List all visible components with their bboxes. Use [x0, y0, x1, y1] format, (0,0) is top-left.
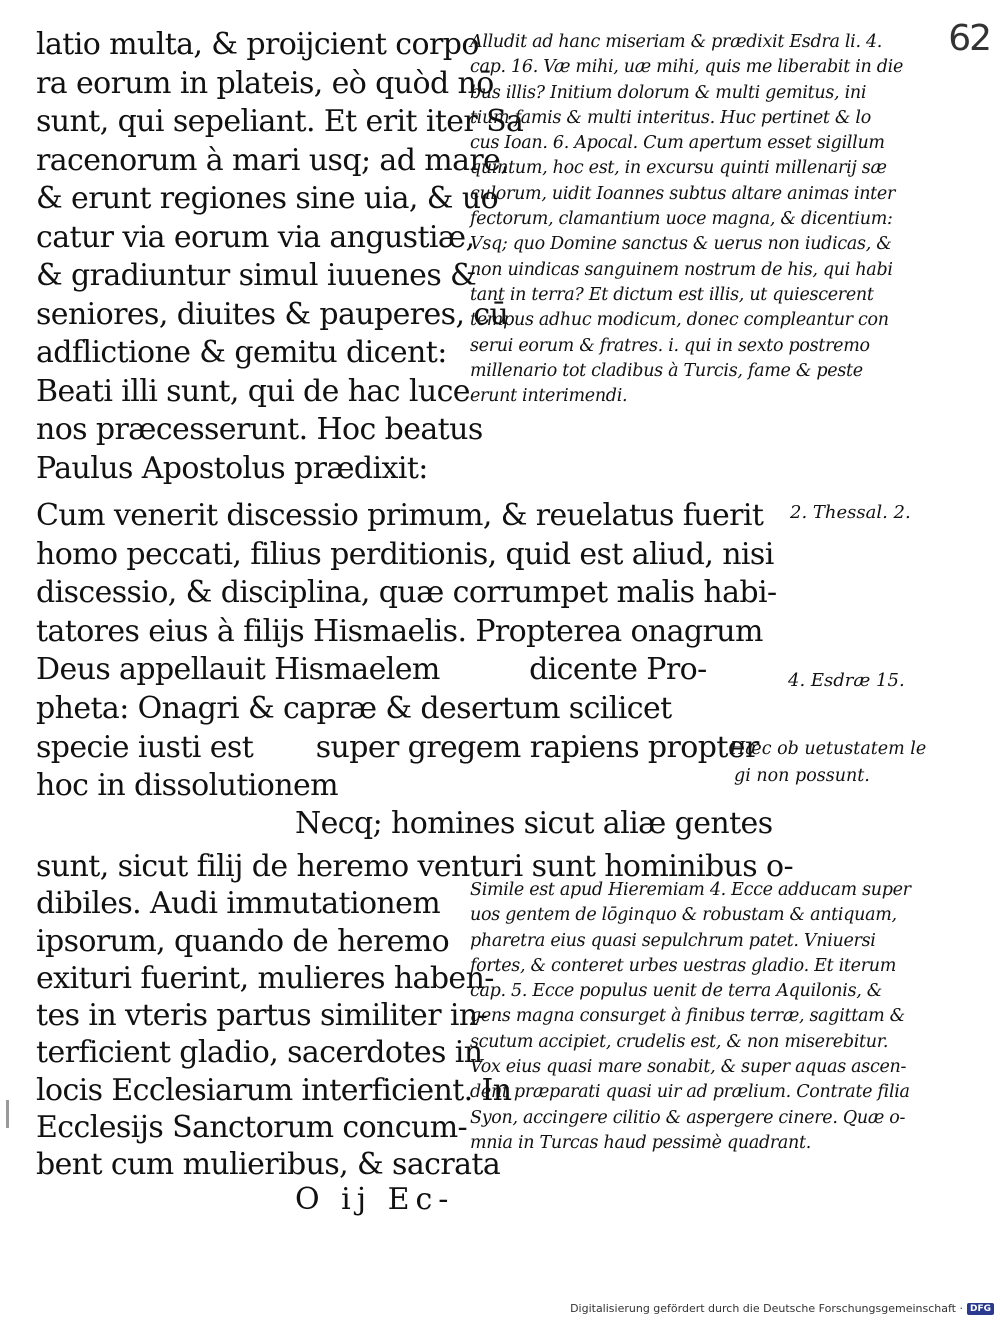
note-line: pharetra eius quasi sepulchrum patet. Vniuersi: [470, 930, 876, 951]
text-line: hoc in dissolutionem: [36, 768, 338, 804]
note-line: cap. 5. Ecce populus uenit de terra Aquilonis, &: [470, 981, 883, 1002]
folio-number: 62: [948, 18, 990, 59]
note-line: gens magna consurget à finibus terræ, sagittam &: [470, 1006, 905, 1027]
text-line: & gradiuntur simul iuuenes &: [36, 258, 477, 293]
note-line: tempus adhuc modicum, donec compleantur con: [470, 310, 889, 331]
text-line: terficient gladio, sacerdotes in: [36, 1035, 483, 1071]
text-line: adflictione & gemitu dicent:: [36, 335, 447, 370]
note-line: mnia in Turcas haud pessimè quadrant.: [470, 1132, 812, 1153]
text-line: ipsorum, quando de heremo: [36, 923, 450, 959]
note-line: quintum, hoc est, in excursu quinti millenarij sæ: [470, 158, 887, 179]
note-line: gi non possunt.: [734, 766, 870, 786]
note-line: fortes, & conteret urbes uestras gladio. Et iterum: [470, 955, 897, 976]
text-line: Paulus Apostolus prædixit:: [36, 450, 428, 486]
note-line: erunt interimendi.: [470, 386, 628, 407]
note-line: Alludit ad hanc miseriam & prædixit Esdra li. 4.: [470, 32, 883, 52]
text-line: tes in vteris partus similiter in-: [36, 998, 488, 1034]
note-line: non uindicas sanguinem nostrum de his, qui habi: [470, 259, 893, 280]
text-line: sunt, qui sepeliant. Et erit iter Sa: [36, 104, 524, 139]
marginal-note-bottom: [470, 878, 950, 1156]
centered-line: Necq; homines sicut aliæ gentes: [295, 806, 773, 841]
text-line: homo peccati, filius perditionis, quid est aliud, nisi: [36, 536, 774, 572]
note-line: Simile est apud Hieremiam 4. Ecce adducam super: [470, 880, 911, 900]
note-line: tium famis & multi interitus. Huc pertinet & lo: [470, 107, 871, 128]
text-line: nos præcesserunt. Hoc beatus: [36, 412, 483, 447]
note-line: cap. 16. Væ mihi, uæ mihi, quis me liberabit in die: [470, 57, 904, 78]
text-line: ra eorum in plateis, eò quòd nō: [36, 65, 494, 101]
marginal-reference-esdras: 4. Esdræ 15.: [788, 670, 905, 691]
note-line: scutum accipiet, crudelis est, & non miserebitur.: [470, 1031, 889, 1052]
text-line: sunt, sicut filij de heremo venturi sunt hominibus o-: [36, 849, 794, 884]
text-line: Beati illi sunt, qui de hac luce: [36, 373, 470, 409]
text-line: latio multa, & proijcient corpo: [36, 27, 479, 62]
note-line: Syon, accingere cilitio & aspergere cinere. Quæ o-: [470, 1107, 906, 1128]
digitization-credit: [570, 1302, 994, 1315]
note-line: uos gentem de lōginquo & robustam & antiquam,: [470, 905, 897, 926]
note-line: cus Ioan. 6. Apocal. Cum apertum esset sigillum: [470, 133, 885, 154]
marginal-note-vetustatem: [730, 736, 926, 790]
text-line: bent cum mulieribus, & sacrata: [36, 1147, 501, 1183]
note-line: dent præparati quasi uir ad prælium. Contrate filia: [470, 1082, 910, 1103]
text-line: discessio, & disciplina, quæ corrumpet malis habi-: [36, 575, 777, 611]
page-edge-mark: [6, 1100, 9, 1128]
note-line: tant in terra? Et dictum est illis, ut quiescerent: [470, 284, 874, 305]
text-line: & erunt regiones sine uia, & uo: [36, 181, 499, 216]
marginal-note-top: [470, 30, 950, 409]
note-line: culorum, uidit Ioannes subtus altare animas inter: [470, 183, 896, 204]
note-line: Vsq; quo Domine sanctus & uerus non iudicas, &: [470, 234, 892, 255]
text-line: catur via eorum via angustiæ,: [36, 219, 475, 255]
text-line: exituri fuerint, mulieres haben-: [36, 960, 494, 996]
catchword: O ij Ec-: [295, 1182, 455, 1217]
marginal-reference-thessalonians: 2. Thessal. 2.: [790, 502, 911, 523]
note-line: Hæc ob uetustatem le: [730, 739, 927, 759]
text-line: Cum venerit discessio primum, & reuelatus fuerit: [36, 498, 764, 533]
main-text-top: [36, 26, 524, 488]
text-line: racenorum à mari usq; ad mare,: [36, 142, 510, 178]
text-line: tatores eius à filijs Hismaelis. Propterea onagrum: [36, 613, 763, 649]
text-line: Ecclesijs Sanctorum concum-: [36, 1110, 468, 1146]
note-line: millenario tot cladibus à Turcis, fame & peste: [470, 360, 863, 381]
text-line: locis Ecclesiarum interficient. In: [36, 1072, 512, 1108]
note-line: bus illis? Initium dolorum & multi gemitus, ini: [470, 82, 867, 103]
text-line: pheta: Onagri & capræ & desertum scilicet: [36, 690, 672, 726]
dfg-logo: DFG: [967, 1303, 994, 1315]
note-line: serui eorum & fratres. i. qui in sexto postremo: [470, 335, 870, 356]
credit-text: Digitalisierung gefördert durch die Deutsche Forschungsgemeinschaft ·: [570, 1302, 963, 1315]
text-line: Deus appellauit Hismaelem dicente Pro-: [36, 652, 707, 688]
note-line: fectorum, clamantium uoce magna, & dicentium:: [470, 209, 893, 230]
note-line: Vox eius quasi mare sonabit, & super aquas ascen-: [470, 1057, 907, 1078]
text-line: specie iusti est super gregem rapiens propter: [36, 729, 759, 765]
text-line: seniores, diuites & pauperes, cū: [36, 296, 509, 332]
text-line: dibiles. Audi immutationem: [36, 886, 441, 922]
